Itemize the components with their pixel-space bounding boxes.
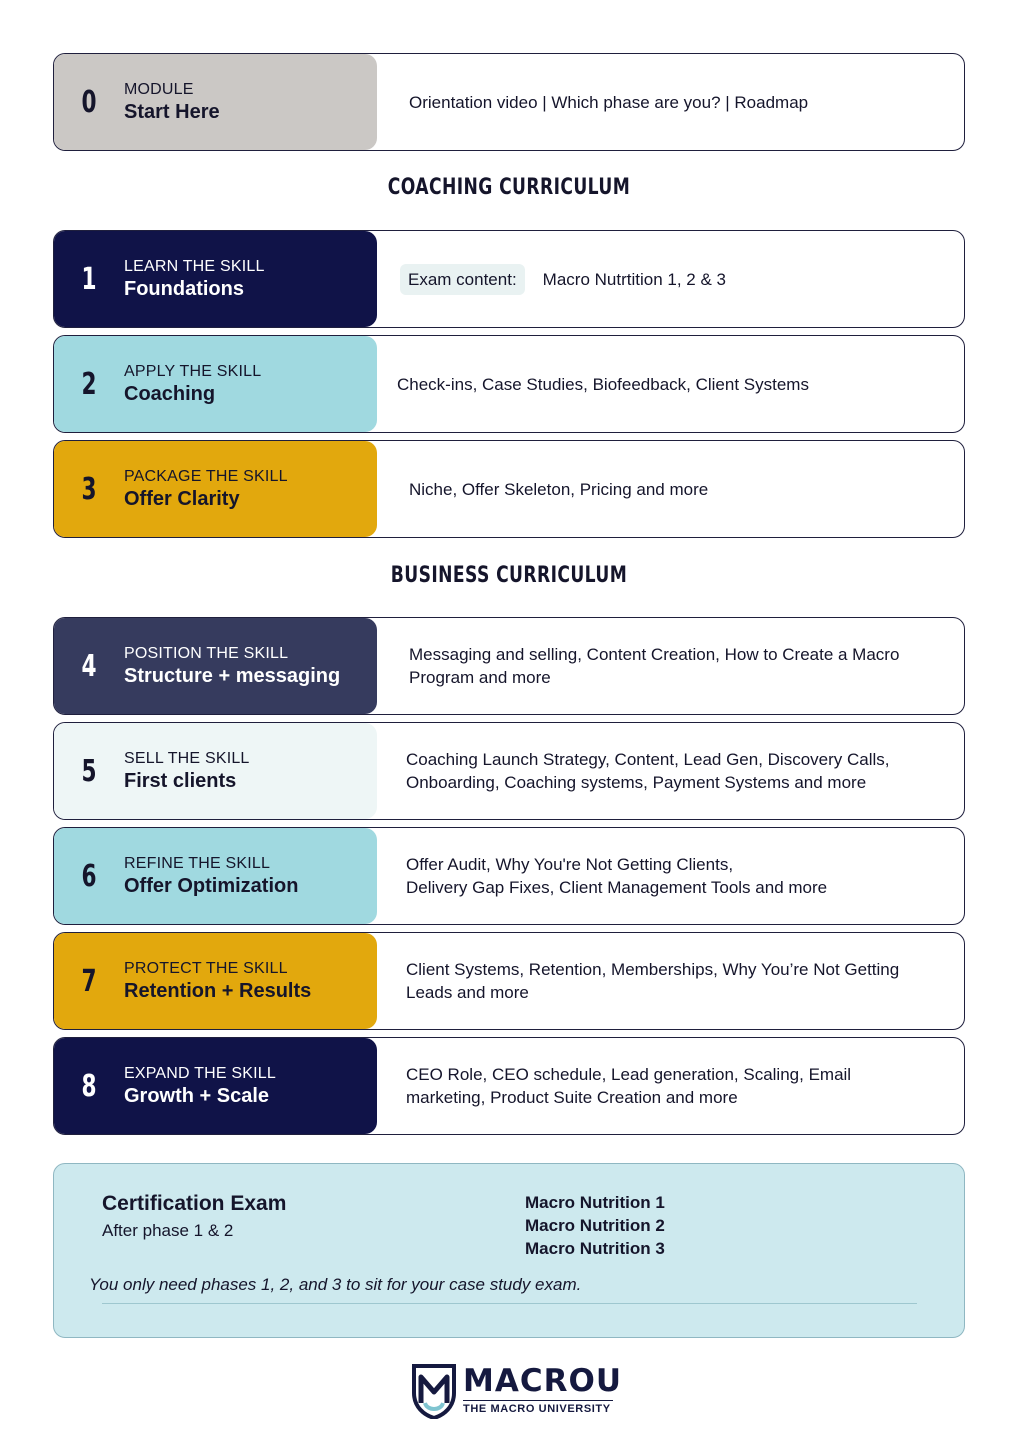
module-row-7	[53, 932, 965, 1030]
module-details-line: Delivery Gap Fixes, Client Management Tools and more	[406, 878, 828, 897]
module-details	[377, 441, 964, 537]
module-details-text: Macro Nutrtition 1, 2 & 3	[542, 269, 726, 289]
module-badge-0	[54, 54, 377, 150]
module-badge-1	[54, 231, 377, 327]
module-row-3	[53, 440, 965, 538]
module-number: 6	[81, 858, 97, 894]
certification-note: You only need phases 1, 2, and 3 to sit for your case study exam.	[89, 1275, 582, 1294]
module-badge-5	[54, 723, 377, 819]
module-badge-6	[54, 828, 377, 924]
module-row-1	[53, 230, 965, 328]
module-details-text: Orientation video | Which phase are you? | Roadmap	[409, 92, 809, 112]
module-details	[377, 231, 964, 327]
certification-subtitle: After phase 1 & 2	[102, 1221, 234, 1240]
module-row-4	[53, 617, 965, 715]
module-details	[377, 54, 964, 150]
logo-rule	[463, 1400, 613, 1401]
module-details	[377, 723, 964, 819]
module-number: 4	[81, 648, 97, 684]
shield-m-icon	[411, 1363, 457, 1419]
module-title: First clients	[124, 770, 237, 792]
module-number: 1	[81, 261, 97, 297]
module-badge-7	[54, 933, 377, 1029]
certification-panel	[53, 1163, 965, 1338]
module-badge-8	[54, 1038, 377, 1134]
module-row-6	[53, 827, 965, 925]
module-details	[377, 336, 964, 432]
module-title: Growth + Scale	[124, 1085, 270, 1107]
module-row-0	[53, 53, 965, 151]
module-title: Offer Optimization	[124, 875, 299, 897]
module-badge-2	[54, 336, 377, 432]
module-details-line: Offer Audit, Why You're Not Getting Clients,	[406, 855, 734, 874]
module-details	[377, 828, 964, 924]
module-kicker: SELL THE SKILL	[124, 750, 250, 767]
module-title: Start Here	[124, 101, 220, 123]
module-kicker: LEARN THE SKILL	[124, 258, 265, 275]
module-title: Retention + Results	[124, 980, 312, 1002]
module-title: Offer Clarity	[124, 488, 240, 510]
module-kicker: EXPAND THE SKILL	[124, 1065, 276, 1082]
module-number: 5	[81, 753, 97, 789]
module-row-8	[53, 1037, 965, 1135]
module-title: Foundations	[124, 278, 244, 300]
divider	[102, 1303, 917, 1304]
module-kicker: MODULE	[124, 81, 194, 98]
module-number: 3	[81, 471, 97, 507]
module-details	[377, 1038, 964, 1134]
module-details-text: Client Systems, Retention, Memberships, Why You’re Not Getting Leads and more	[406, 960, 900, 1002]
module-details-text: Niche, Offer Skeleton, Pricing and more	[409, 479, 709, 499]
module-kicker: PACKAGE THE SKILL	[124, 468, 288, 485]
module-badge-4	[54, 618, 377, 714]
module-details-text: Messaging and selling, Content Creation, How to Create a Macro Program and more	[409, 645, 900, 687]
certification-exam-list	[525, 1191, 665, 1260]
certification-exam-item: Macro Nutrition 1	[525, 1193, 665, 1212]
module-row-5	[53, 722, 965, 820]
module-details	[377, 933, 964, 1029]
module-row-2	[53, 335, 965, 433]
module-kicker: APPLY THE SKILL	[124, 363, 262, 380]
module-kicker: POSITION THE SKILL	[124, 645, 289, 662]
section-heading-coaching: COACHING CURRICULUM	[387, 175, 631, 200]
module-kicker: PROTECT THE SKILL	[124, 960, 288, 977]
module-badge-3	[54, 441, 377, 537]
certification-exam-item: Macro Nutrition 3	[525, 1239, 665, 1258]
module-details-text: CEO Role, CEO schedule, Lead generation, Scaling, Email marketing, Product Suite Creation and more	[406, 1065, 852, 1107]
certification-title: Certification Exam	[102, 1192, 287, 1215]
module-number: 0	[81, 84, 97, 120]
module-kicker: REFINE THE SKILL	[124, 855, 271, 872]
module-title: Structure + messaging	[124, 665, 341, 687]
module-details	[377, 618, 964, 714]
exam-content-chip: Exam content:	[400, 264, 525, 295]
macrou-logo	[411, 1363, 621, 1419]
section-heading-business: BUSINESS CURRICULUM	[390, 563, 628, 588]
module-details-text: Check-ins, Case Studies, Biofeedback, Client Systems	[397, 374, 809, 394]
module-number: 7	[81, 963, 97, 999]
module-title: Coaching	[124, 383, 216, 405]
module-number: 2	[81, 366, 97, 402]
logo-wordmark: MACROU	[463, 1363, 622, 1399]
module-number: 8	[81, 1068, 97, 1104]
certification-exam-item: Macro Nutrition 2	[525, 1216, 665, 1235]
module-details-text: Coaching Launch Strategy, Content, Lead Gen, Discovery Calls, Onboarding, Coaching systems, Payment Systems and more	[406, 750, 890, 792]
logo-tagline: THE MACRO UNIVERSITY	[463, 1403, 611, 1415]
